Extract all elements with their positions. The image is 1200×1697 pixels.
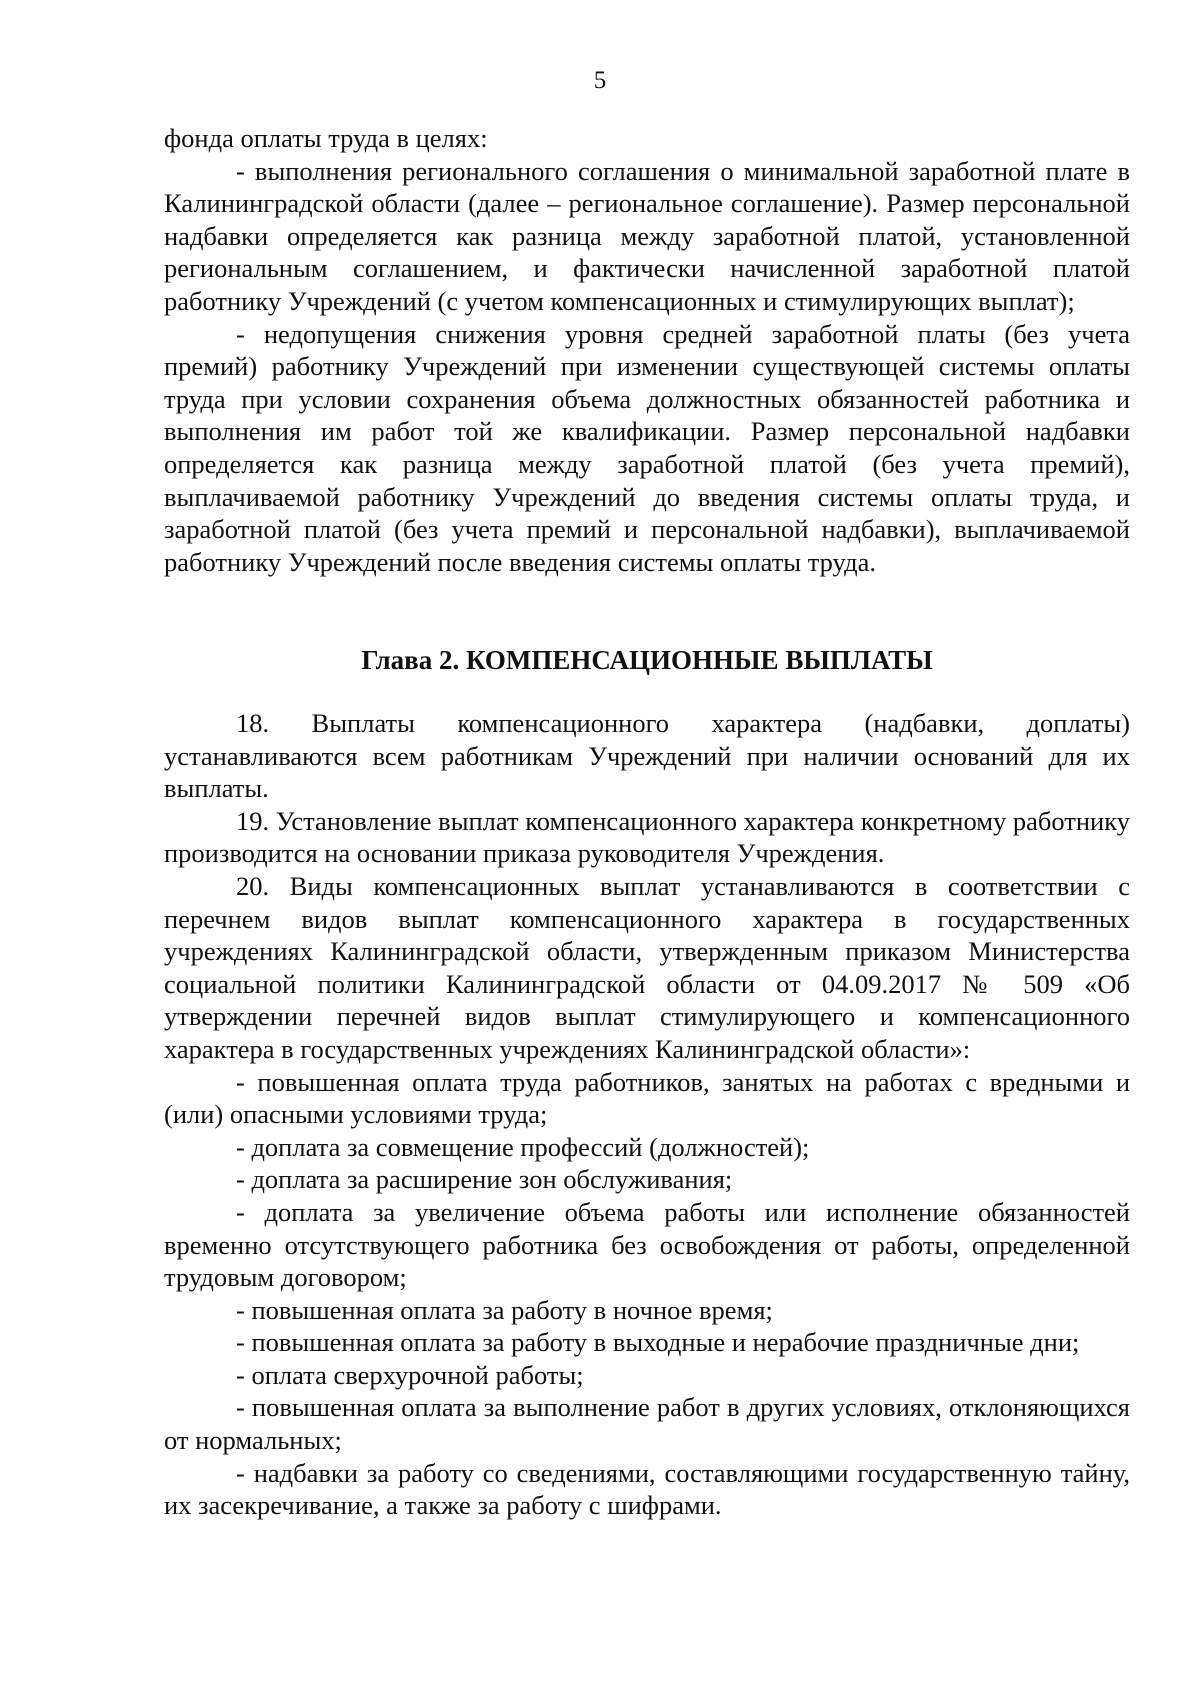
list-item: - доплата за расширение зон обслуживания; [236, 1164, 733, 1195]
list-item: - повышенная оплата за выполнение работ в других условиях, отклоняющихся от нормальных; [164, 1392, 1130, 1456]
list-item: - повышенная оплата за работу в ночное время; [236, 1294, 773, 1325]
intro-section [164, 122, 1130, 578]
chapter-title: Глава 2. КОМПЕНСАЦИОННЫЕ ВЫПЛАТЫ [361, 645, 933, 675]
paragraph-19: 19. Установление выплат компенсационного характера конкретному работнику производится на основании приказа руководителя Учреждения. [164, 805, 1130, 869]
intro-lead-line: фонда оплаты труда в целях: [164, 123, 488, 153]
list-item: - доплата за совмещение профессий (должностей); [236, 1131, 810, 1162]
intro-item: - выполнения регионального соглашения о минимальной заработной плате в Калининградской области (далее – региональное соглашение). Размер персональной надбавки определяется как разница между заработной платой, установленной региональным соглашением, и фактически начисленной заработной платой работнику Учреждений (с учетом компенсационных и стимулирующих выплат); [164, 155, 1130, 316]
page-number: 5 [593, 67, 607, 94]
list-item: - повышенная оплата за работу в выходные и нерабочие праздничные дни; [236, 1327, 1080, 1358]
list-item: - повышенная оплата труда работников, занятых на работах с вредными и (или) опасными условиями труда; [164, 1066, 1130, 1130]
list-item: - надбавки за работу со сведениями, составляющими государственную тайну, их засекречивание, а также за работу с шифрами. [164, 1457, 1130, 1521]
intro-item: - недопущения снижения уровня средней заработной платы (без учета премий) работнику Учреждений при изменении существующей системы оплаты труда при условии сохранения объема должностных обязанностей работника и выполнения им работ той же квалификации. Размер персональной надбавки определяется как разница между заработной платой (без учета премий), выплачиваемой работнику Учреждений до введения системы оплаты труда, и заработной платой (без учета премий и персональной надбавки), выплачиваемой работнику Учреждений после введения системы оплаты труда. [164, 318, 1130, 577]
paragraph-20: 20. Виды компенсационных выплат устанавливаются в соответствии с перечнем видов выплат компенсационного характера в государственных учреждениях Калининградской области, утвержденным приказом Министерства социальной политики Калининградской области от 04.09.2017 № 509 «Об утверждении перечней видов выплат стимулирующего и компенсационного характера в государственных учреждениях Калининградской области»: [164, 870, 1130, 1064]
list-item: - доплата за увеличение объема работы или исполнение обязанностей временно отсутствующего работника без освобождения от работы, определенной трудовым договором; [164, 1196, 1130, 1293]
paragraph-18: 18. Выплаты компенсационного характера (надбавки, доплаты) устанавливаются всем работникам Учреждений при наличии оснований для их выплаты. [164, 708, 1130, 804]
chapter-body [164, 707, 1130, 1522]
list-item: - оплата сверхурочной работы; [236, 1359, 584, 1390]
